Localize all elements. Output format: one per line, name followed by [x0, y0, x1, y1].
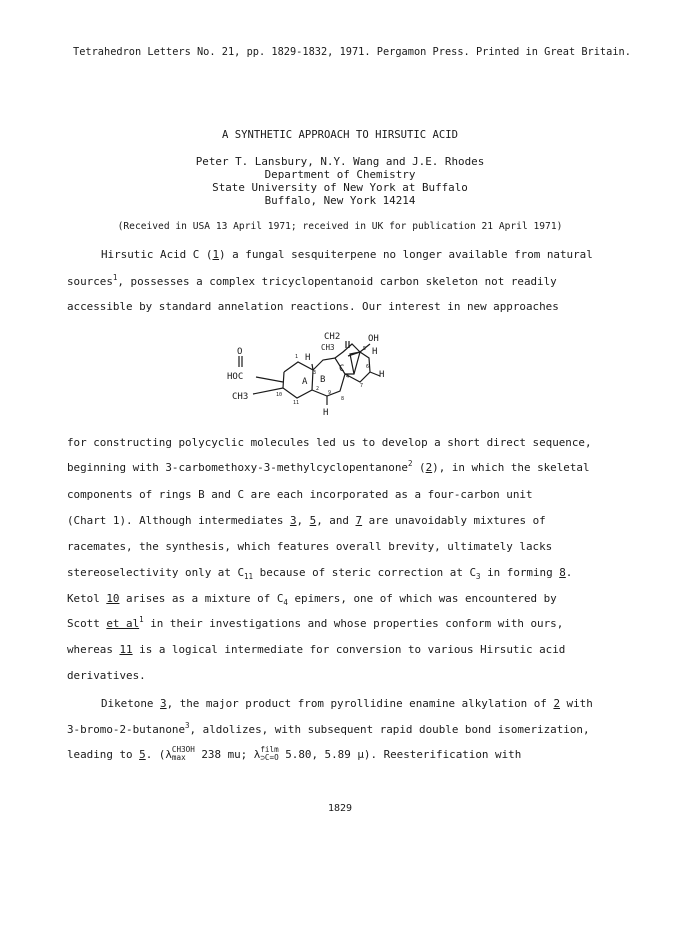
received-dates: (Received in USA 13 April 1971; received in UK for publication 21 April 1971): [117, 221, 563, 232]
lambda-max-subscript: CH3OH max: [171, 745, 195, 762]
text-line: Hirsutic Acid C (1) a fungal sesquiterpene no longer available from natural: [101, 248, 593, 261]
label-num: 4: [346, 374, 350, 380]
compound-ref: 2: [553, 697, 560, 710]
label-num: 10: [276, 392, 283, 398]
compound-ref: 5: [139, 748, 146, 761]
ring-a-bond: [283, 362, 313, 398]
affiliation-department: Department of Chemistry: [264, 168, 416, 181]
footnote-ref: 2: [407, 459, 413, 468]
footnote-ref: 1: [139, 615, 144, 624]
text-line: (Chart 1). Although intermediates 3, 5, and 7 are unavoidably mixtures of: [67, 514, 546, 527]
compound-ref: 7: [355, 514, 363, 527]
label-num: 5: [363, 346, 367, 352]
text-line: whereas 11 is a logical intermediate for conversion to various Hirsutic acid: [67, 643, 566, 656]
label-h-right-top: H: [372, 347, 378, 357]
compound-ref: 1: [212, 248, 220, 261]
label-num: 8: [341, 396, 345, 402]
author-names: Peter T. Lansbury, N.Y. Wang and J.E. Rhodes: [195, 155, 485, 168]
label-ch3-left: CH3: [232, 392, 249, 402]
text-line: Ketol 10 arises as a mixture of $C_4$ epimers, one of which was encountered by: [67, 592, 557, 607]
text-line: accessible by standard annelation reactions. Our interest in new approaches: [67, 300, 559, 313]
page-number: 1829: [327, 803, 353, 814]
text-line: for constructing polycyclic molecules led us to develop a short direct sequence,: [67, 436, 592, 449]
compound-ref: 5: [309, 514, 317, 527]
label-num: 1: [295, 354, 299, 360]
label-oxygen: O: [237, 347, 243, 357]
text-line: racemates, the synthesis, which features overall brevity, ultimately lacks: [67, 540, 553, 553]
compound-ref: 2: [425, 461, 433, 474]
text-line: components of rings B and C are each incorporated as a four-carbon unit: [67, 488, 533, 501]
label-num: 3: [313, 370, 317, 376]
footnote-ref: 1: [112, 273, 118, 282]
text-line: 3-bromo-2-butanone$^3$, aldolizes, with subsequent rapid double bond isomerization,: [67, 721, 590, 736]
text-line: sources$^1$, possesses a complex tricyclopentanoid carbon skeleton not readily: [67, 273, 557, 288]
et-al: et al: [106, 617, 140, 630]
affiliation-university: State University of New York at Buffalo: [212, 181, 468, 194]
affiliation-city: Buffalo, New York 14214: [264, 194, 416, 207]
lambda-film-subscript: film ⊃C=O: [260, 745, 279, 762]
text-line: Diketone 3, the major product from pyrollidine enamine alkylation of 2 with: [101, 697, 593, 710]
journal-header: Tetrahedron Letters No. 21, pp. 1829-1832, 1971. Pergamon Press. Printed in Great Britain.: [73, 46, 631, 58]
acid-bond: [256, 377, 283, 382]
text-line: derivatives.: [67, 669, 146, 682]
label-num: 11: [293, 400, 300, 406]
text-line: Scott et $al^1$ in their investigations and whose properties conform with ours,: [67, 615, 564, 630]
compound-ref: 10: [106, 592, 120, 605]
label-num: 9: [328, 390, 332, 396]
text-line: leading to 5. (λ CH3OH max 238 mu; λ film ⊃C=O 5.80, 5.89 µ). Reesterification with: [67, 745, 522, 762]
label-ch3-top: CH3: [321, 343, 335, 352]
label-num: 2: [316, 386, 320, 392]
label-ring-c: C: [339, 364, 345, 374]
label-hoc: HOC: [227, 372, 244, 382]
footnote-ref: 3: [185, 721, 190, 730]
text-line: stereoselectivity only at $C_{11}$ because of steric correction at $C_3$ in forming 8.: [67, 566, 573, 581]
label-ring-b: B: [320, 375, 326, 385]
label-h-right: H: [379, 370, 385, 380]
label-h-top: H: [305, 353, 311, 363]
text-line: beginning with 3-carbomethoxy-3-methylcyclopentanone$^2$ (2), in which the skeletal: [67, 459, 590, 474]
compound-ref: 11: [119, 643, 133, 656]
label-ring-a: A: [302, 377, 308, 387]
article-title: A SYNTHETIC APPROACH TO HIRSUTIC ACID: [222, 129, 458, 141]
label-num: 7: [360, 383, 364, 389]
compound-ref: 8: [559, 566, 566, 579]
label-ch2: CH2: [324, 332, 341, 342]
label-num: 6: [366, 364, 370, 370]
hirsutic-acid-structure: [220, 330, 420, 422]
compound-ref: 3: [160, 697, 167, 710]
compound-ref: 3: [289, 514, 297, 527]
author-block: [0, 155, 680, 207]
label-h-bottom: H: [323, 408, 329, 418]
label-oh: OH: [368, 334, 379, 344]
